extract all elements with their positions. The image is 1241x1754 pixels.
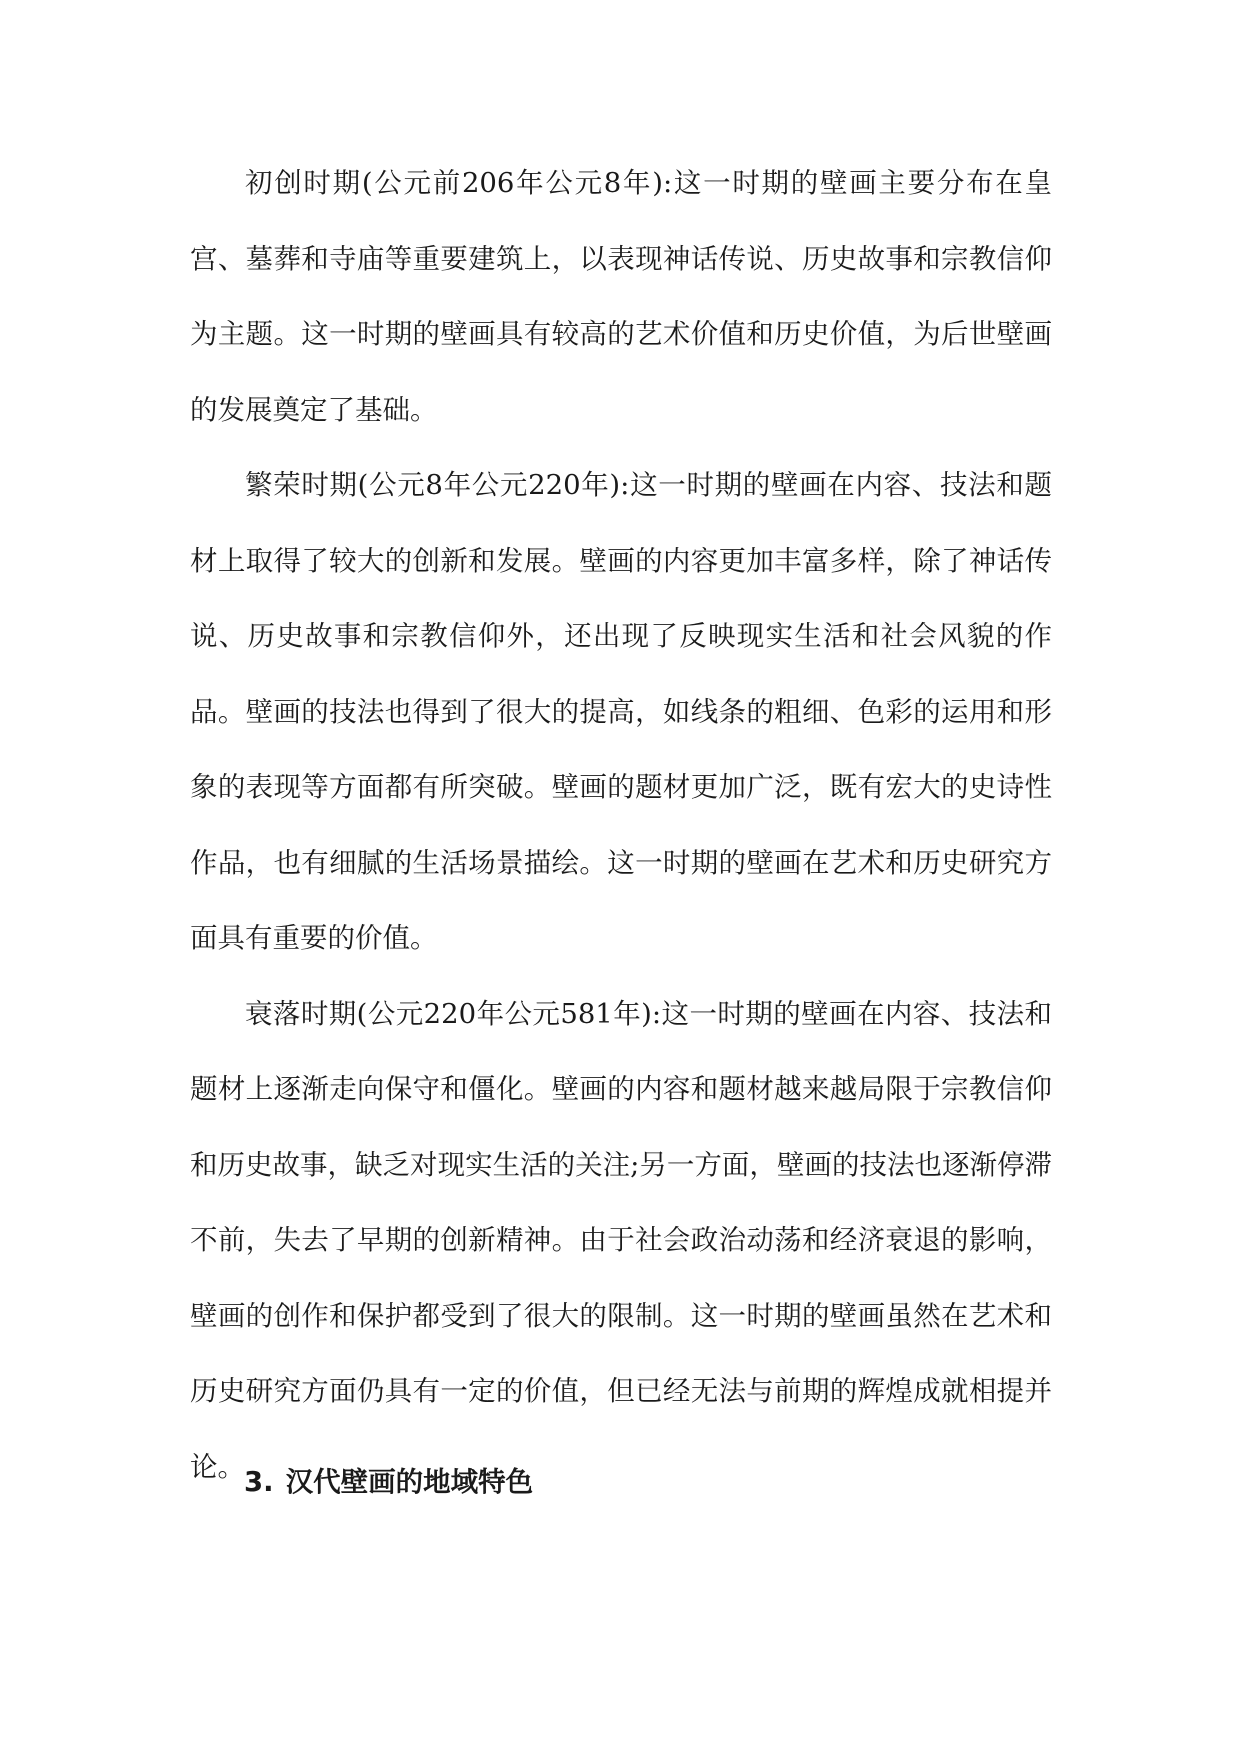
body-text [190, 146, 1052, 1505]
section-heading [244, 1462, 533, 1502]
section-number: 3. [244, 1466, 274, 1498]
paragraph-prosperous-period: 繁荣时期(公元8年公元220年):这一时期的壁画在内容、技法和题材上取得了较大的创新和发展。壁画的内容更加丰富多样，除了神话传说、历史故事和宗教信仰外，还出现了反映现实生活和社会风貌的作品。壁画的技法也得到了很大的提高，如线条的粗细、色彩的运用和形象的表现等方面都有所突破。壁画的题材更加广泛，既有宏大的史诗性作品，也有细腻的生活场景描绘。这一时期的壁画在艺术和历史研究方面具有重要的价值。 [190, 469, 1052, 954]
section-title: 汉代壁画的地域特色 [285, 1466, 534, 1498]
paragraph-early-period: 初创时期(公元前206年公元8年):这一时期的壁画主要分布在皇宫、墓葬和寺庙等重要建筑上，以表现神话传说、历史故事和宗教信仰为主题。这一时期的壁画具有较高的艺术价值和历史价值，为后世壁画的发展奠定了基础。 [190, 167, 1052, 426]
paragraph-decline-period: 衰落时期(公元220年公元581年):这一时期的壁画在内容、技法和题材上逐渐走向保守和僵化。壁画的内容和题材越来越局限于宗教信仰和历史故事，缺乏对现实生活的关注;另一方面，壁画的技法也逐渐停滞不前，失去了早期的创新精神。由于社会政治动荡和经济衰退的影响，壁画的创作和保护都受到了很大的限制。这一时期的壁画虽然在艺术和历史研究方面仍具有一定的价值，但已经无法与前期的辉煌成就相提并论。 [190, 997, 1052, 1483]
